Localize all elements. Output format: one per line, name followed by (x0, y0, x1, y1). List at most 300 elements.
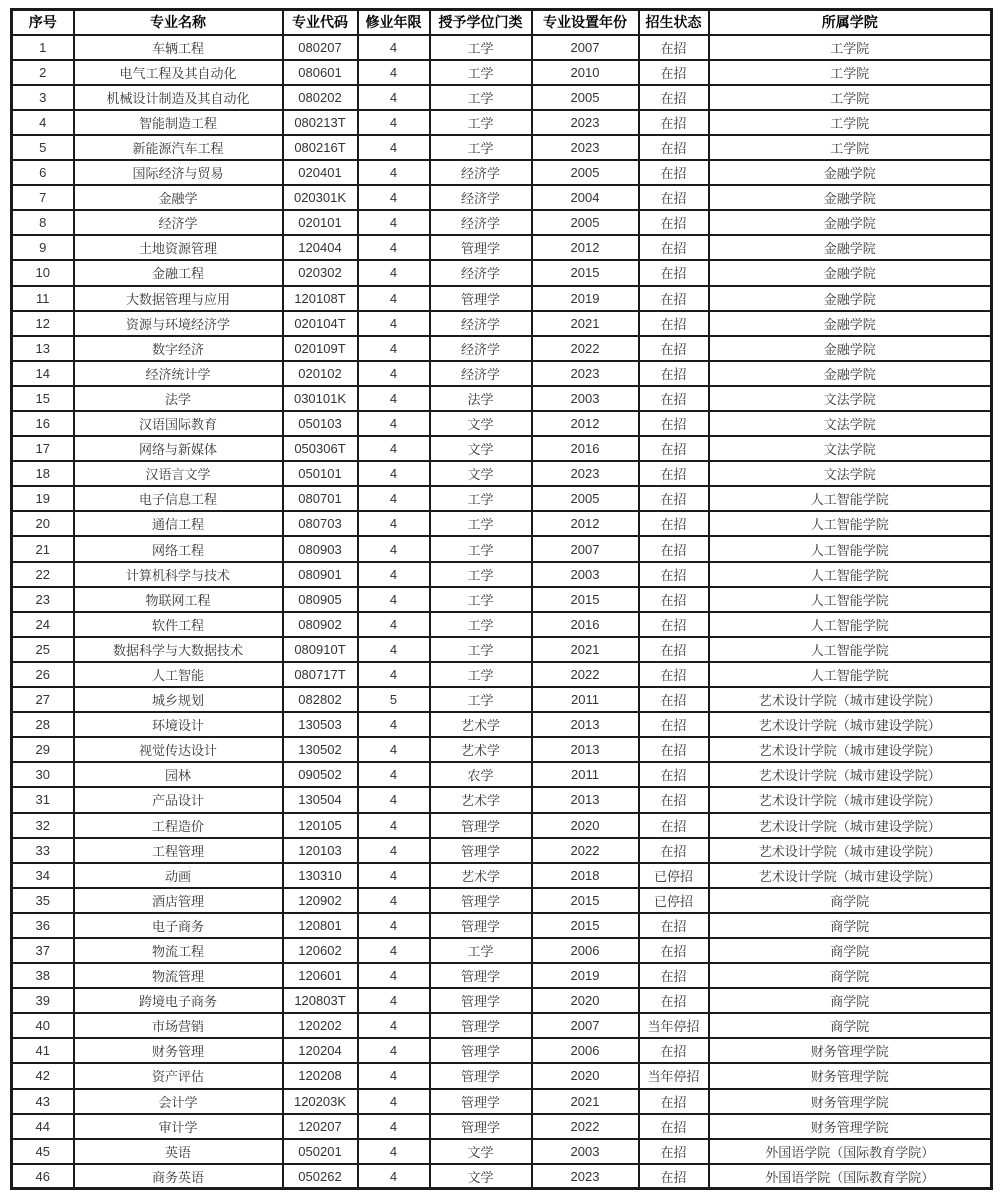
cell-code: 120902 (283, 888, 358, 913)
cell-seq: 12 (12, 311, 74, 336)
cell-degree: 艺术学 (430, 737, 532, 762)
cell-degree: 管理学 (430, 1063, 532, 1088)
table-row (12, 863, 992, 888)
cell-code: 080905 (283, 587, 358, 612)
cell-degree: 管理学 (430, 988, 532, 1013)
cell-year: 2015 (532, 913, 639, 938)
cell-status: 在招 (639, 913, 709, 938)
cell-degree: 工学 (430, 612, 532, 637)
cell-years: 4 (358, 235, 430, 260)
cell-school: 工学院 (709, 85, 992, 110)
cell-seq: 43 (12, 1089, 74, 1114)
cell-year: 2021 (532, 1089, 639, 1114)
cell-status: 在招 (639, 612, 709, 637)
cell-code: 120105 (283, 813, 358, 838)
cell-year: 2003 (532, 386, 639, 411)
table-row (12, 1038, 992, 1063)
cell-degree: 文学 (430, 1139, 532, 1164)
cell-school: 文法学院 (709, 386, 992, 411)
cell-year: 2012 (532, 411, 639, 436)
cell-status: 在招 (639, 486, 709, 511)
cell-years: 4 (358, 461, 430, 486)
table-body (12, 35, 992, 1189)
cell-year: 2020 (532, 988, 639, 1013)
cell-school: 商学院 (709, 963, 992, 988)
cell-year: 2022 (532, 336, 639, 361)
cell-seq: 21 (12, 536, 74, 561)
cell-name: 网络工程 (74, 536, 283, 561)
cell-name: 视觉传达设计 (74, 737, 283, 762)
table-row (12, 110, 992, 135)
cell-name: 动画 (74, 863, 283, 888)
cell-year: 2019 (532, 286, 639, 311)
table-row (12, 938, 992, 963)
cell-year: 2021 (532, 637, 639, 662)
table-row (12, 411, 992, 436)
cell-seq: 10 (12, 260, 74, 285)
table-row (12, 787, 992, 812)
cell-code: 120108T (283, 286, 358, 311)
cell-code: 090502 (283, 762, 358, 787)
cell-school: 商学院 (709, 938, 992, 963)
cell-code: 120204 (283, 1038, 358, 1063)
cell-status: 在招 (639, 311, 709, 336)
table-row (12, 1013, 992, 1038)
cell-code: 020101 (283, 210, 358, 235)
cell-name: 财务管理 (74, 1038, 283, 1063)
cell-seq: 26 (12, 662, 74, 687)
table-row (12, 1164, 992, 1189)
cell-year: 2011 (532, 762, 639, 787)
cell-status: 在招 (639, 712, 709, 737)
cell-degree: 艺术学 (430, 787, 532, 812)
table-row (12, 587, 992, 612)
cell-name: 商务英语 (74, 1164, 283, 1189)
cell-school: 金融学院 (709, 210, 992, 235)
cell-degree: 艺术学 (430, 863, 532, 888)
cell-status: 在招 (639, 1038, 709, 1063)
cell-years: 4 (358, 35, 430, 60)
cell-year: 2012 (532, 235, 639, 260)
cell-year: 2023 (532, 1164, 639, 1189)
cell-code: 080701 (283, 486, 358, 511)
cell-school: 金融学院 (709, 260, 992, 285)
cell-year: 2013 (532, 712, 639, 737)
cell-years: 4 (358, 913, 430, 938)
cell-year: 2013 (532, 787, 639, 812)
cell-school: 艺术设计学院（城市建设学院） (709, 838, 992, 863)
cell-status: 当年停招 (639, 1063, 709, 1088)
cell-code: 050101 (283, 461, 358, 486)
cell-code: 080207 (283, 35, 358, 60)
cell-degree: 工学 (430, 135, 532, 160)
cell-seq: 29 (12, 737, 74, 762)
cell-status: 在招 (639, 562, 709, 587)
cell-year: 2010 (532, 60, 639, 85)
cell-school: 财务管理学院 (709, 1089, 992, 1114)
cell-school: 外国语学院（国际教育学院） (709, 1164, 992, 1189)
cell-degree: 经济学 (430, 361, 532, 386)
table-row (12, 311, 992, 336)
cell-school: 财务管理学院 (709, 1114, 992, 1139)
cell-code: 050306T (283, 436, 358, 461)
column-header-seq: 序号 (12, 10, 74, 35)
cell-years: 4 (358, 536, 430, 561)
cell-years: 4 (358, 1013, 430, 1038)
cell-code: 120602 (283, 938, 358, 963)
cell-years: 4 (358, 1038, 430, 1063)
cell-degree: 文学 (430, 1164, 532, 1189)
cell-status: 在招 (639, 988, 709, 1013)
cell-code: 080901 (283, 562, 358, 587)
cell-degree: 工学 (430, 938, 532, 963)
column-header-degree: 授予学位门类 (430, 10, 532, 35)
cell-seq: 13 (12, 336, 74, 361)
cell-code: 020301K (283, 185, 358, 210)
cell-seq: 33 (12, 838, 74, 863)
cell-school: 商学院 (709, 988, 992, 1013)
cell-seq: 38 (12, 963, 74, 988)
cell-school: 外国语学院（国际教育学院） (709, 1139, 992, 1164)
cell-name: 英语 (74, 1139, 283, 1164)
cell-status: 在招 (639, 687, 709, 712)
cell-seq: 31 (12, 787, 74, 812)
table-row (12, 762, 992, 787)
cell-degree: 工学 (430, 60, 532, 85)
cell-seq: 39 (12, 988, 74, 1013)
cell-school: 金融学院 (709, 286, 992, 311)
cell-code: 120208 (283, 1063, 358, 1088)
cell-name: 电气工程及其自动化 (74, 60, 283, 85)
cell-degree: 经济学 (430, 336, 532, 361)
cell-code: 020102 (283, 361, 358, 386)
cell-degree: 工学 (430, 85, 532, 110)
table-row (12, 1063, 992, 1088)
cell-years: 4 (358, 1089, 430, 1114)
cell-seq: 24 (12, 612, 74, 637)
cell-years: 4 (358, 1114, 430, 1139)
cell-school: 艺术设计学院（城市建设学院） (709, 813, 992, 838)
cell-name: 酒店管理 (74, 888, 283, 913)
cell-years: 4 (358, 938, 430, 963)
cell-seq: 25 (12, 637, 74, 662)
cell-years: 4 (358, 637, 430, 662)
cell-code: 130502 (283, 737, 358, 762)
cell-year: 2016 (532, 612, 639, 637)
cell-year: 2022 (532, 838, 639, 863)
cell-school: 金融学院 (709, 160, 992, 185)
cell-seq: 30 (12, 762, 74, 787)
cell-school: 金融学院 (709, 361, 992, 386)
cell-degree: 经济学 (430, 311, 532, 336)
cell-degree: 管理学 (430, 1038, 532, 1063)
cell-year: 2015 (532, 260, 639, 285)
table-row (12, 286, 992, 311)
cell-name: 汉语国际教育 (74, 411, 283, 436)
cell-degree: 经济学 (430, 160, 532, 185)
cell-year: 2006 (532, 1038, 639, 1063)
cell-name: 城乡规划 (74, 687, 283, 712)
cell-status: 在招 (639, 60, 709, 85)
cell-year: 2003 (532, 562, 639, 587)
cell-name: 物流工程 (74, 938, 283, 963)
cell-name: 数据科学与大数据技术 (74, 637, 283, 662)
cell-status: 在招 (639, 838, 709, 863)
cell-degree: 工学 (430, 687, 532, 712)
cell-years: 5 (358, 687, 430, 712)
table-row (12, 486, 992, 511)
cell-status: 已停招 (639, 888, 709, 913)
column-header-school: 所属学院 (709, 10, 992, 35)
cell-years: 4 (358, 336, 430, 361)
cell-name: 电子商务 (74, 913, 283, 938)
cell-name: 数字经济 (74, 336, 283, 361)
cell-school: 工学院 (709, 60, 992, 85)
cell-school: 人工智能学院 (709, 536, 992, 561)
table-row (12, 135, 992, 160)
cell-year: 2015 (532, 888, 639, 913)
column-header-status: 招生状态 (639, 10, 709, 35)
cell-status: 在招 (639, 411, 709, 436)
cell-years: 4 (358, 135, 430, 160)
cell-degree: 工学 (430, 486, 532, 511)
cell-years: 4 (358, 587, 430, 612)
cell-seq: 15 (12, 386, 74, 411)
cell-name: 金融工程 (74, 260, 283, 285)
cell-status: 在招 (639, 336, 709, 361)
cell-year: 2021 (532, 311, 639, 336)
cell-years: 4 (358, 787, 430, 812)
table-row (12, 536, 992, 561)
column-header-year: 专业设置年份 (532, 10, 639, 35)
cell-seq: 40 (12, 1013, 74, 1038)
cell-year: 2004 (532, 185, 639, 210)
cell-seq: 42 (12, 1063, 74, 1088)
cell-degree: 管理学 (430, 963, 532, 988)
cell-degree: 法学 (430, 386, 532, 411)
cell-status: 在招 (639, 1139, 709, 1164)
cell-year: 2007 (532, 536, 639, 561)
cell-years: 4 (358, 160, 430, 185)
cell-year: 2020 (532, 813, 639, 838)
cell-name: 审计学 (74, 1114, 283, 1139)
cell-code: 120404 (283, 235, 358, 260)
table-row (12, 35, 992, 60)
table-row (12, 687, 992, 712)
cell-name: 人工智能 (74, 662, 283, 687)
cell-year: 2003 (532, 1139, 639, 1164)
cell-years: 4 (358, 712, 430, 737)
table-row (12, 85, 992, 110)
cell-school: 人工智能学院 (709, 587, 992, 612)
cell-year: 2005 (532, 210, 639, 235)
cell-years: 4 (358, 888, 430, 913)
cell-seq: 19 (12, 486, 74, 511)
cell-degree: 艺术学 (430, 712, 532, 737)
cell-year: 2023 (532, 135, 639, 160)
cell-years: 4 (358, 813, 430, 838)
cell-years: 4 (358, 210, 430, 235)
cell-status: 在招 (639, 436, 709, 461)
cell-code: 080703 (283, 511, 358, 536)
cell-seq: 27 (12, 687, 74, 712)
cell-year: 2023 (532, 461, 639, 486)
cell-status: 在招 (639, 185, 709, 210)
cell-degree: 管理学 (430, 286, 532, 311)
cell-status: 在招 (639, 587, 709, 612)
cell-status: 在招 (639, 210, 709, 235)
cell-degree: 文学 (430, 411, 532, 436)
cell-years: 4 (358, 1063, 430, 1088)
cell-name: 环境设计 (74, 712, 283, 737)
table-row (12, 988, 992, 1013)
cell-degree: 工学 (430, 511, 532, 536)
cell-school: 艺术设计学院（城市建设学院） (709, 762, 992, 787)
table-row (12, 963, 992, 988)
cell-code: 050262 (283, 1164, 358, 1189)
table-row (12, 511, 992, 536)
cell-name: 工程造价 (74, 813, 283, 838)
cell-degree: 工学 (430, 637, 532, 662)
cell-degree: 管理学 (430, 1013, 532, 1038)
cell-years: 4 (358, 562, 430, 587)
table-row (12, 662, 992, 687)
cell-years: 4 (358, 1139, 430, 1164)
table-row (12, 160, 992, 185)
cell-name: 资源与环境经济学 (74, 311, 283, 336)
cell-years: 4 (358, 762, 430, 787)
cell-name: 市场营销 (74, 1013, 283, 1038)
cell-name: 金融学 (74, 185, 283, 210)
cell-degree: 管理学 (430, 838, 532, 863)
cell-code: 030101K (283, 386, 358, 411)
cell-years: 4 (358, 963, 430, 988)
cell-year: 2005 (532, 486, 639, 511)
cell-school: 人工智能学院 (709, 637, 992, 662)
cell-years: 4 (358, 185, 430, 210)
cell-seq: 6 (12, 160, 74, 185)
header-row (12, 10, 992, 35)
cell-status: 在招 (639, 536, 709, 561)
cell-seq: 2 (12, 60, 74, 85)
table-row (12, 838, 992, 863)
cell-years: 4 (358, 411, 430, 436)
cell-code: 020401 (283, 160, 358, 185)
cell-code: 082802 (283, 687, 358, 712)
cell-year: 2012 (532, 511, 639, 536)
cell-seq: 1 (12, 35, 74, 60)
cell-school: 商学院 (709, 913, 992, 938)
cell-name: 汉语言文学 (74, 461, 283, 486)
cell-school: 人工智能学院 (709, 486, 992, 511)
cell-years: 4 (358, 988, 430, 1013)
cell-name: 园林 (74, 762, 283, 787)
cell-seq: 14 (12, 361, 74, 386)
cell-status: 在招 (639, 461, 709, 486)
cell-status: 在招 (639, 762, 709, 787)
cell-year: 2006 (532, 938, 639, 963)
cell-code: 020104T (283, 311, 358, 336)
cell-status: 在招 (639, 737, 709, 762)
cell-years: 4 (358, 286, 430, 311)
cell-status: 在招 (639, 787, 709, 812)
table-row (12, 913, 992, 938)
cell-degree: 工学 (430, 562, 532, 587)
cell-years: 4 (358, 311, 430, 336)
cell-year: 2013 (532, 737, 639, 762)
table-header (12, 10, 992, 35)
table-row (12, 712, 992, 737)
cell-status: 在招 (639, 963, 709, 988)
cell-status: 在招 (639, 1164, 709, 1189)
cell-years: 4 (358, 60, 430, 85)
table-row (12, 888, 992, 913)
cell-degree: 管理学 (430, 888, 532, 913)
cell-seq: 44 (12, 1114, 74, 1139)
cell-years: 4 (358, 486, 430, 511)
cell-status: 当年停招 (639, 1013, 709, 1038)
cell-seq: 23 (12, 587, 74, 612)
table-row (12, 461, 992, 486)
cell-name: 土地资源管理 (74, 235, 283, 260)
cell-year: 2018 (532, 863, 639, 888)
table-row (12, 260, 992, 285)
cell-code: 080202 (283, 85, 358, 110)
majors-table (10, 8, 993, 1190)
cell-code: 050201 (283, 1139, 358, 1164)
cell-year: 2020 (532, 1063, 639, 1088)
cell-seq: 37 (12, 938, 74, 963)
cell-seq: 7 (12, 185, 74, 210)
cell-school: 人工智能学院 (709, 511, 992, 536)
cell-code: 050103 (283, 411, 358, 436)
cell-school: 艺术设计学院（城市建设学院） (709, 863, 992, 888)
table-row (12, 185, 992, 210)
cell-seq: 17 (12, 436, 74, 461)
cell-school: 工学院 (709, 35, 992, 60)
cell-years: 4 (358, 85, 430, 110)
cell-school: 艺术设计学院（城市建设学院） (709, 737, 992, 762)
cell-school: 金融学院 (709, 311, 992, 336)
table-row (12, 361, 992, 386)
column-header-code: 专业代码 (283, 10, 358, 35)
cell-status: 在招 (639, 637, 709, 662)
cell-school: 艺术设计学院（城市建设学院） (709, 787, 992, 812)
cell-school: 工学院 (709, 110, 992, 135)
cell-year: 2005 (532, 160, 639, 185)
cell-seq: 32 (12, 813, 74, 838)
cell-degree: 文学 (430, 461, 532, 486)
table-row (12, 336, 992, 361)
cell-school: 艺术设计学院（城市建设学院） (709, 712, 992, 737)
cell-school: 人工智能学院 (709, 562, 992, 587)
cell-year: 2016 (532, 436, 639, 461)
cell-years: 4 (358, 260, 430, 285)
cell-name: 产品设计 (74, 787, 283, 812)
cell-year: 2022 (532, 662, 639, 687)
cell-status: 在招 (639, 662, 709, 687)
cell-code: 020109T (283, 336, 358, 361)
cell-degree: 工学 (430, 536, 532, 561)
cell-year: 2019 (532, 963, 639, 988)
cell-name: 国际经济与贸易 (74, 160, 283, 185)
table-row (12, 612, 992, 637)
cell-seq: 28 (12, 712, 74, 737)
cell-code: 120203K (283, 1089, 358, 1114)
cell-name: 软件工程 (74, 612, 283, 637)
cell-seq: 22 (12, 562, 74, 587)
table-row (12, 562, 992, 587)
